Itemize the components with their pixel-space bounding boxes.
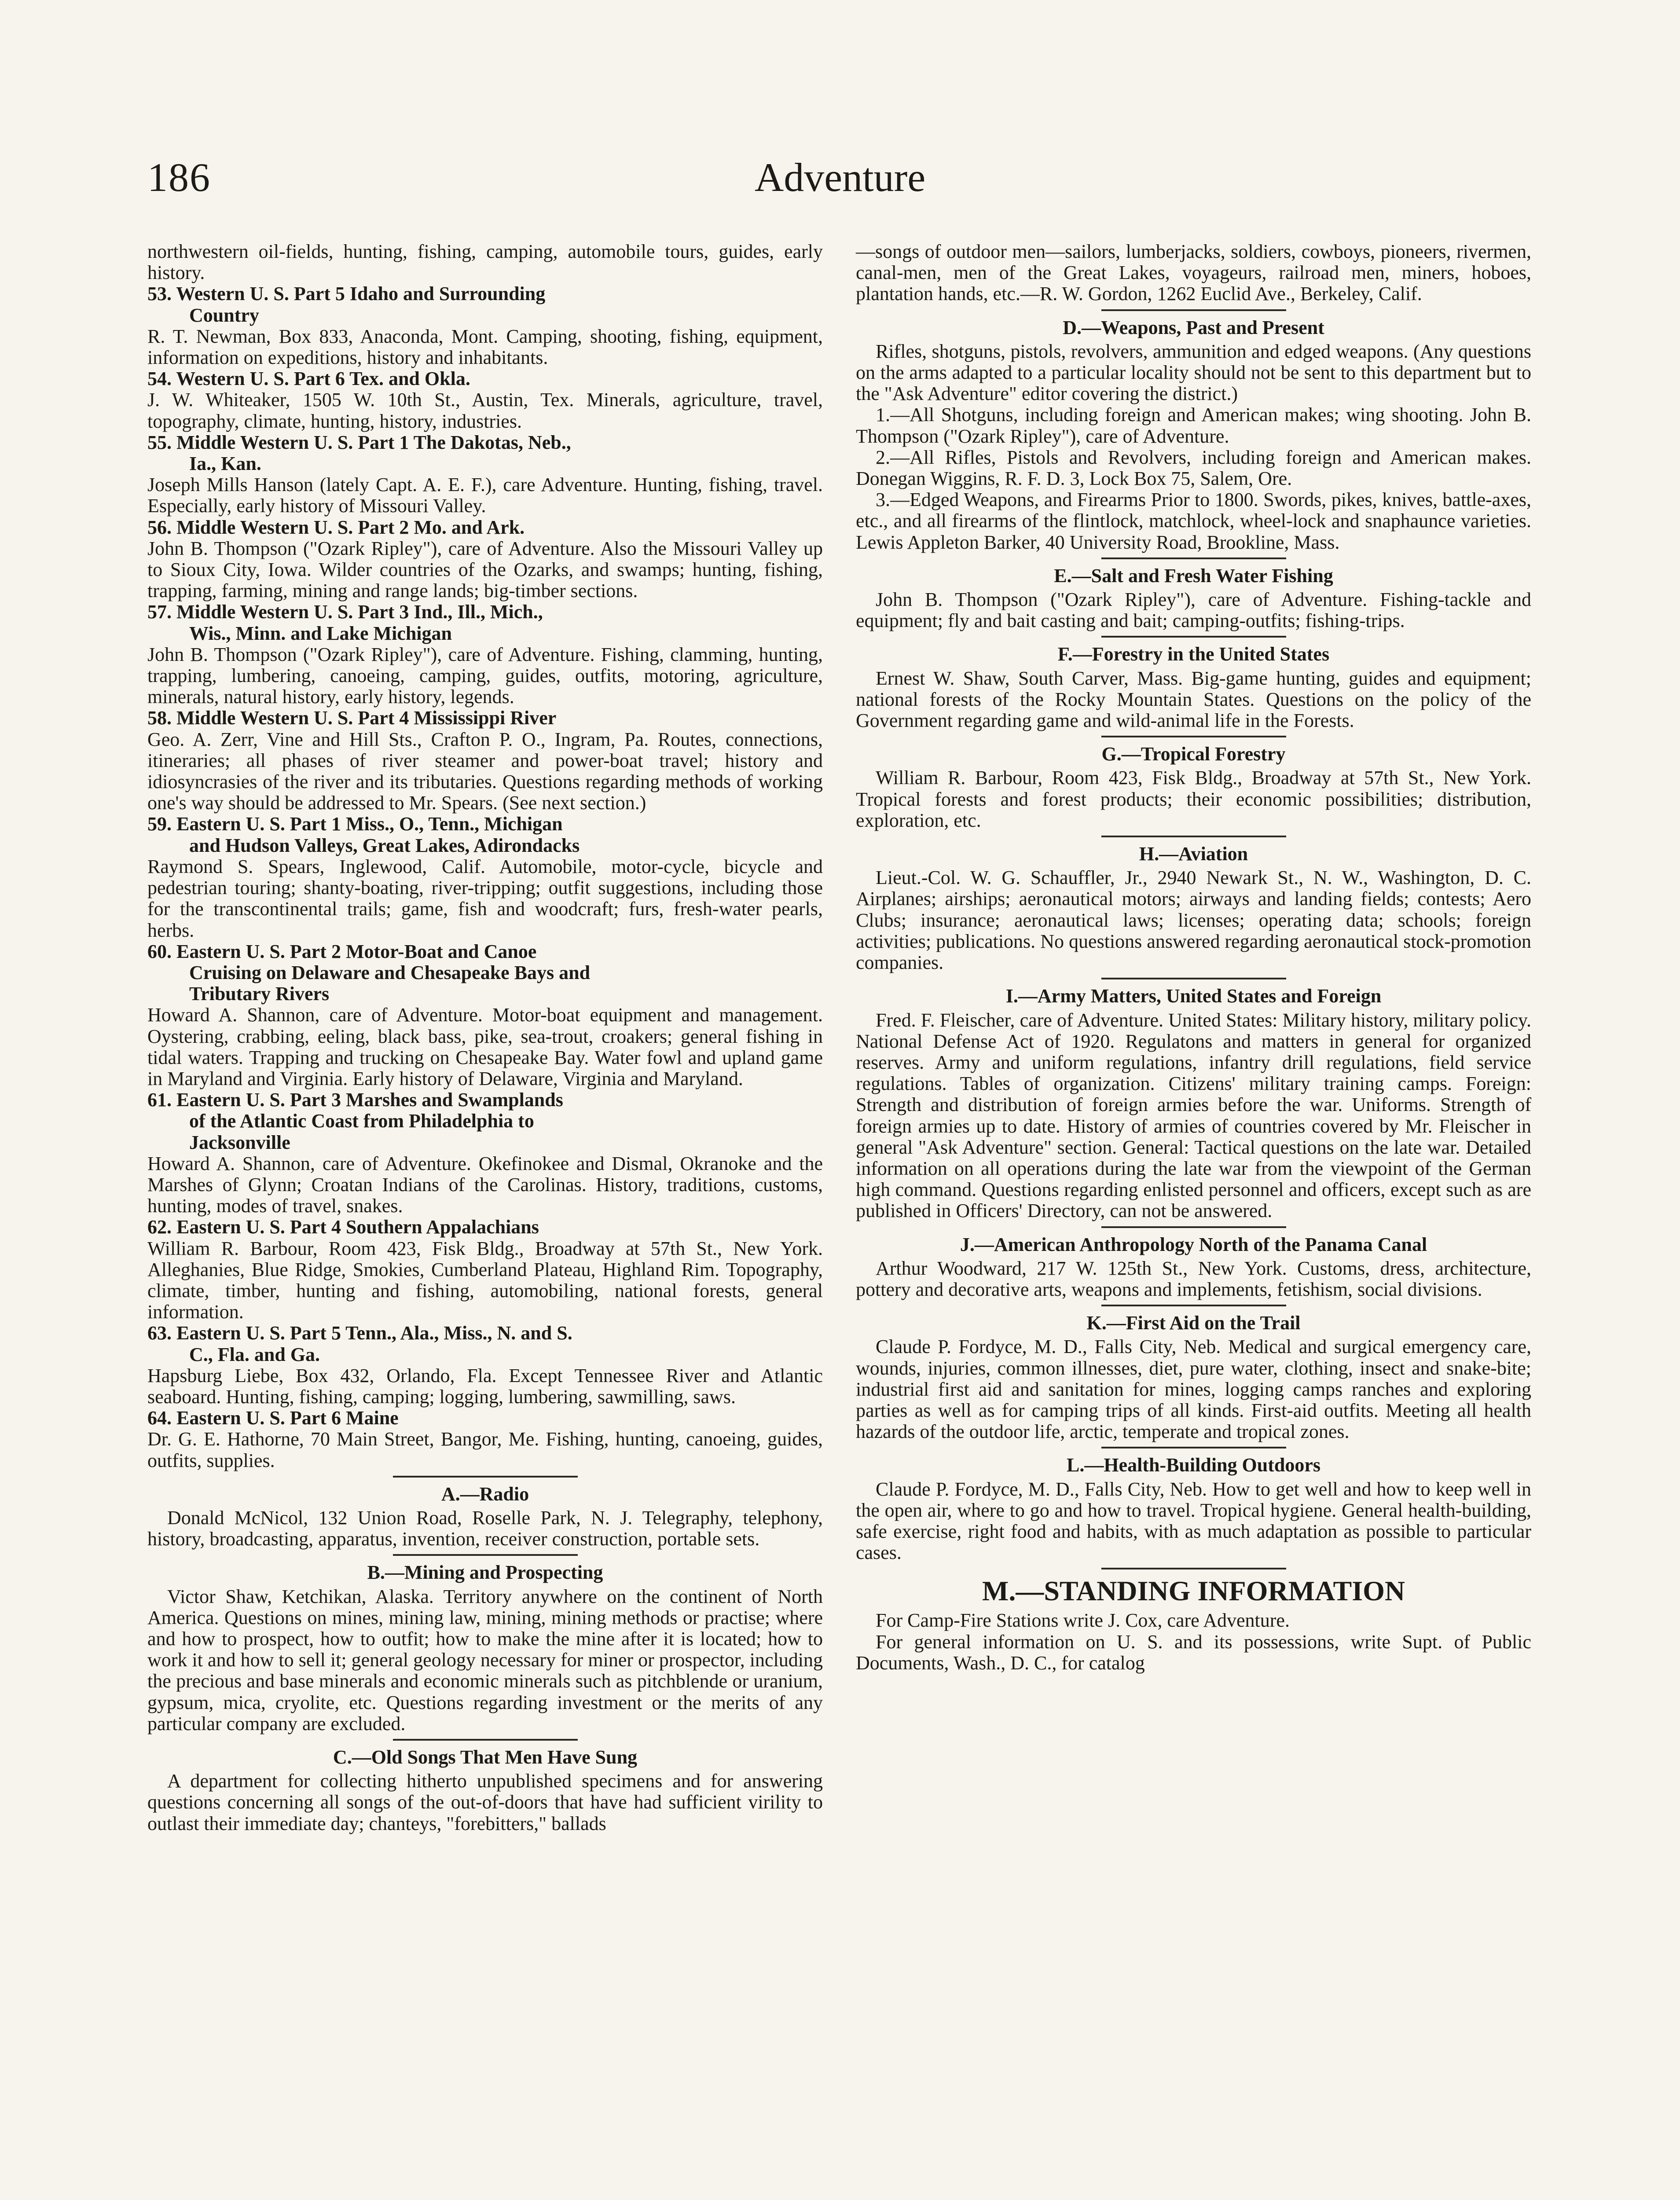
section-title: M.—STANDING INFORMATION [982, 1575, 1405, 1607]
entry-heading: 62. Eastern U. S. Part 4 Southern Appalachians [147, 1216, 539, 1238]
entry-subheading: Wis., Minn. and Lake Michigan [189, 622, 452, 644]
section-body: 1.—All Shotguns, including foreign and American makes; wing shooting. John B. Thompson ("Ozark Ripley"), care of Adventure. [856, 404, 1531, 447]
entry-body: Joseph Mills Hanson (lately Capt. A. E. F.), care Adventure. Hunting, fishing, travel. Especially, early history of Missouri Valley. [147, 474, 823, 517]
section-body: 2.—All Rifles, Pistols and Revolvers, including foreign and American makes. Donegan Wiggins, R. F. D. 3, Lock Box 75, Salem, Ore. [856, 446, 1531, 490]
section-body: Fred. F. Fleischer, care of Adventure. United States: Military history, military policy. National Defense Act of 1920. Regulatons and matters in general for organized reserves. Army and uniform regulations, infantry drill regulations, field service regulations. Tables of organization. Citizens' military training camps. Foreign: Strength and distribution of foreign armies before the war. Uniforms. Strength of foreign armies up to date. History of armies of countries covered by Mr. Fleischer in general "Ask Adventure" section. General: Tactical questions on the late war. Detailed information on all operations during the late war from the viewpoint of the German high command. Questions regarding enlisted personnel and officers, except such as are published in Officers' Directory, can not be answered. [856, 1009, 1531, 1222]
section-heading: C.—Old Songs That Men Have Sung [333, 1746, 638, 1768]
entry-heading: 59. Eastern U. S. Part 1 Miss., O., Tenn., Michigan [147, 813, 563, 835]
entry-subheading: of the Atlantic Coast from Philadelphia to [189, 1110, 534, 1132]
section-body: Arthur Woodward, 217 W. 125th St., New York. Customs, dress, architecture, pottery and decorative arts, weapons and implements, fetishism, social divisions. [856, 1257, 1531, 1300]
section-divider [1101, 736, 1286, 737]
section-body: Ernest W. Shaw, South Carver, Mass. Big-game hunting, guides and equipment; national forests of the Rocky Mountain States. Questions on the policy of the Government regarding game and wild-animal life in the Forests. [856, 667, 1531, 732]
entry-heading: 61. Eastern U. S. Part 3 Marshes and Swamplands [147, 1089, 563, 1111]
section-body: William R. Barbour, Room 423, Fisk Bldg., Broadway at 57th St., New York. Tropical forests and forest products; their economic possibilities; distribution, exploration, etc. [856, 767, 1531, 831]
entry-body: Dr. G. E. Hathorne, 70 Main Street, Bangor, Me. Fishing, hunting, canoeing, guides, outfits, supplies. [147, 1428, 823, 1471]
section-body: Donald McNicol, 132 Union Road, Roselle Park, N. J. Telegraphy, telephony, history, broadcasting, apparatus, invention, receiver construction, portable sets. [147, 1507, 823, 1550]
section-heading: E.—Salt and Fresh Water Fishing [1054, 565, 1333, 587]
entry-subheading: and Hudson Valleys, Great Lakes, Adirondacks [189, 834, 580, 856]
entry-body: John B. Thompson ("Ozark Ripley"), care of Adventure. Also the Missouri Valley up to Sioux City, Iowa. Wilder countries of the Ozarks, and swamps; hunting, fishing, trapping, farming, mining and range lands; big-timber sections. [147, 537, 823, 602]
section-heading: D.—Weapons, Past and Present [1063, 316, 1324, 338]
entry-heading: 64. Eastern U. S. Part 6 Maine [147, 1407, 399, 1429]
entry-body: William R. Barbour, Room 423, Fisk Bldg., Broadway at 57th St., New York. Alleghanies, Blue Ridge, Smokies, Cumberland Plateau, Highland Rim. Topography, climate, timber, hunting and fishing, automobiling, national forests, general information. [147, 1237, 823, 1323]
section-heading: B.—Mining and Prospecting [367, 1562, 603, 1584]
section-heading: G.—Tropical Forestry [1101, 743, 1286, 765]
section-body: Claude P. Fordyce, M. D., Falls City, Neb. How to get well and how to keep well in the open air, where to go and how to travel. Tropical hygiene. General health-building, safe exercise, right food and habits, with as much adaptation as possible to particular cases. [856, 1478, 1531, 1564]
entry-body: John B. Thompson ("Ozark Ripley"), care of Adventure. Fishing, clamming, hunting, trapping, lumbering, canoeing, camping, guides, outfits, motoring, agriculture, minerals, natural history, early history, legends. [147, 643, 823, 708]
section-divider [1101, 309, 1286, 311]
entry-body: Hapsburg Liebe, Box 432, Orlando, Fla. Except Tennessee River and Atlantic seaboard. Hunting, fishing, camping; logging, lumbering, sawmilling, saws. [147, 1364, 823, 1408]
section-body: Rifles, shotguns, pistols, revolvers, ammunition and edged weapons. (Any questions on the arms adapted to a particular locality should not be sent to this department but to the "Ask Adventure" editor covering the district.) [856, 340, 1531, 405]
page-number: 186 [147, 155, 211, 200]
entry-heading: 55. Middle Western U. S. Part 1 The Dakotas, Neb., [147, 431, 571, 453]
section-divider [1101, 1226, 1286, 1228]
section-divider [393, 1739, 578, 1741]
section-divider [1101, 557, 1286, 559]
magazine-title: Adventure [754, 155, 926, 200]
section-heading: F.—Forestry in the United States [1057, 643, 1330, 665]
entry-subheading: Country [189, 304, 259, 326]
section-body: John B. Thompson ("Ozark Ripley"), care of Adventure. Fishing-tackle and equipment; fly and bait casting and bait; camping-outfits; fishing-trips. [856, 589, 1531, 632]
section-heading: L.—Health-Building Outdoors [1066, 1454, 1321, 1476]
section-divider [1101, 978, 1286, 979]
entry-body: —songs of outdoor men—sailors, lumberjacks, soldiers, cowboys, pioneers, rivermen, canal-men, men of the Great Lakes, voyageurs, railroad men, miners, hoboes, plantation hands, etc.—R. W. Gordon, 1262 Euclid Ave., Berkeley, Calif. [856, 241, 1531, 305]
section-body: 3.—Edged Weapons, and Firearms Prior to 1800. Swords, pikes, knives, battle-axes, etc., and all firearms of the flintlock, matchlock, wheel-lock and snaphaunce varieties. Lewis Appleton Barker, 40 University Road, Brookline, Mass. [856, 489, 1531, 553]
section-divider [1101, 636, 1286, 638]
entry-heading: 57. Middle Western U. S. Part 3 Ind., Ill., Mich., [147, 601, 543, 623]
entry-subheading: C., Fla. and Ga. [189, 1343, 320, 1365]
entry-heading: 54. Western U. S. Part 6 Tex. and Okla. [147, 368, 470, 390]
entry-heading: 56. Middle Western U. S. Part 2 Mo. and Ark. [147, 516, 525, 538]
left-column [147, 241, 823, 1834]
entry-body: Howard A. Shannon, care of Adventure. Okefinokee and Dismal, Okranoke and the Marshes of Glynn; Croatan Indians of the Carolinas. History, traditions, customs, hunting, modes of travel, snakes. [147, 1152, 823, 1217]
entry-subheading: Cruising on Delaware and Chesapeake Bays and [189, 961, 591, 983]
section-divider [393, 1476, 578, 1478]
entry-heading: 58. Middle Western U. S. Part 4 Mississippi River [147, 707, 557, 729]
page-header [147, 154, 1533, 207]
entry-body: R. T. Newman, Box 833, Anaconda, Mont. Camping, shooting, fishing, equipment, information on expeditions, history and inhabitants. [147, 325, 823, 369]
right-column [856, 241, 1531, 1674]
entry-body: Raymond S. Spears, Inglewood, Calif. Automobile, motor-cycle, bicycle and pedestrian touring; shanty-boating, river-tripping; outfit suggestions, including those for the transcontinental trails; game, fish and woodcraft; furs, fresh-water pearls, herbs. [147, 855, 823, 941]
entry-subheading: Tributary Rivers [189, 983, 330, 1005]
entry-body: Howard A. Shannon, care of Adventure. Motor-boat equipment and management. Oystering, crabbing, eeling, black bass, pike, sea-trout, croakers; general fishing in tidal waters. Trapping and trucking on Chesapeake Bay. Water fowl and upland game in Maryland and Virginia. Early history of Delaware, Virginia and Maryland. [147, 1004, 823, 1089]
section-heading: H.—Aviation [1139, 843, 1248, 865]
entry-subheading: Jacksonville [189, 1131, 290, 1153]
section-divider [393, 1554, 578, 1556]
section-body: Claude P. Fordyce, M. D., Falls City, Neb. Medical and surgical emergency care, wounds, injuries, common illnesses, diet, pure water, clothing, insect and snake-bite; industrial first aid and sanitation for mines, logging camps ranches and exploring parties as well as for camping trips of all kinds. First-aid outfits. Meeting all health hazards of the outdoor life, arctic, temperate and tropical zones. [856, 1336, 1531, 1443]
entry-body: J. W. Whiteaker, 1505 W. 10th St., Austin, Tex. Minerals, agriculture, travel, topography, climate, hunting, history, industries. [147, 389, 823, 432]
section-body: Lieut.-Col. W. G. Schauffler, Jr., 2940 Newark St., N. W., Washington, D. C. Airplanes; airships; aeronautical motors; airways and landing fields; contests; Aero Clubs; insurance; aeronautical laws; licenses; operating data; schools; foreign activities; publications. No questions answered regarding aeronautical stock-promotion companies. [856, 867, 1531, 974]
section-divider [1101, 1305, 1286, 1306]
entry-heading: 63. Eastern U. S. Part 5 Tenn., Ala., Miss., N. and S. [147, 1322, 572, 1344]
section-body: A department for collecting hitherto unpublished specimens and for answering questions concerning all songs of the out-of-doors that have had sufficient virility to outlast their immediate day; chanteys, "forebitters," ballads [147, 1770, 823, 1834]
section-body: For general information on U. S. and its possessions, write Supt. of Public Documents, Wash., D. C., for catalog [856, 1631, 1531, 1674]
section-body: For Camp-Fire Stations write J. Cox, care Adventure. [876, 1610, 1290, 1632]
section-body: Victor Shaw, Ketchikan, Alaska. Territory anywhere on the continent of North America. Questions on mines, mining law, mining, mining methods or practise; where and how to prospect, how to outfit; how to make the mine after it is located; how to work it and how to sell it; general geology necessary for miner or prospector, including the precious and base minerals and economic minerals such as pitchblende or uranium, gypsum, mica, cryolite, etc. Questions regarding investment or the merits of any particular company are excluded. [147, 1585, 823, 1734]
entry-heading: 53. Western U. S. Part 5 Idaho and Surrounding [147, 283, 546, 305]
entry-heading: 60. Eastern U. S. Part 2 Motor-Boat and Canoe [147, 940, 537, 962]
section-heading: I.—Army Matters, United States and Foreign [1005, 985, 1382, 1007]
section-divider [1101, 1568, 1286, 1569]
entry-subheading: Ia., Kan. [189, 453, 261, 475]
section-heading: K.—First Aid on the Trail [1086, 1312, 1301, 1334]
section-divider [1101, 1447, 1286, 1448]
entry-body: Geo. A. Zerr, Vine and Hill Sts., Crafton P. O., Ingram, Pa. Routes, connections, itineraries; all phases of river steamer and power-boat travel; history and idiosyncrasies of the river and its tributaries. Questions regarding methods of working one's way should be addressed to Mr. Spears. (See next section.) [147, 728, 823, 814]
section-heading: J.—American Anthropology North of the Panama Canal [960, 1233, 1427, 1255]
entry-body: northwestern oil-fields, hunting, fishing, camping, automobile tours, guides, early history. [147, 241, 823, 284]
section-divider [1101, 836, 1286, 837]
section-heading: A.—Radio [441, 1483, 529, 1505]
